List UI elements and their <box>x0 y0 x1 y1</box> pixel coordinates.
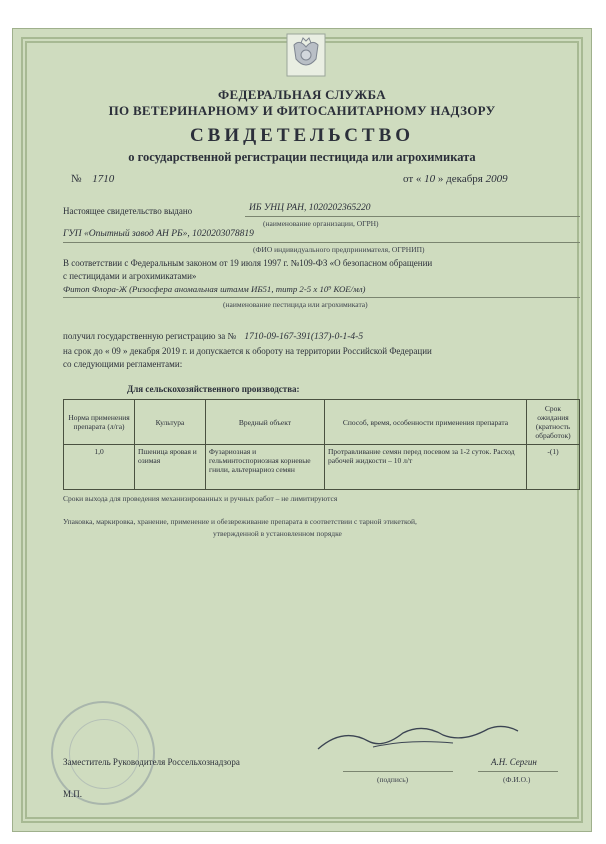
issued-value-2: ГУП «Опытный завод АН РБ», 1020203078819 <box>63 229 254 239</box>
header-method: Способ, время, особенности применения препарата <box>325 400 527 445</box>
regulations-table <box>63 399 580 490</box>
document-title: СВИДЕТЕЛЬСТВО <box>189 125 415 146</box>
registration-prefix: получил государственную регистрацию за № <box>63 331 237 341</box>
signer-position: Заместитель Руководителя Россельхознадзора <box>63 757 240 767</box>
note-2: Упаковка, маркировка, хранение, применение и обезвреживание препарата в соответствии с тарной этикеткой, <box>63 517 417 526</box>
cell-pest: Фузариозная и гельминтоспориозная корневые гнили, альтернариоз семян <box>206 445 325 490</box>
stamp-place-label: М.П. <box>63 789 83 799</box>
date-day: 10 <box>424 173 436 185</box>
date-prefix: от « <box>403 173 422 185</box>
issued-value: ИБ УНЦ РАН, 1020202365220 <box>249 203 371 213</box>
header-rate: Норма применения препарата (л/га) <box>64 400 135 445</box>
agency-name-line1: ФЕДЕРАЛЬНАЯ СЛУЖБА <box>218 87 386 102</box>
law-line1: В соответствии с Федеральным законом от 19 июля 1997 г. №109-ФЗ «О безопасном обращении <box>63 258 433 268</box>
agency-name-line2: ПО ВЕТЕРИНАРНОМУ И ФИТОСАНИТАРНОМУ НАДЗОРУ <box>108 103 496 118</box>
product-name: Фитоп Флора-Ж (Ризосфера аномальная штамм ИБ51, титр 2-5 х 10⁹ КОЕ/мл) <box>63 284 366 294</box>
law-line2: с пестицидами и агрохимикатами» <box>63 271 197 281</box>
cell-rate: 1,0 <box>64 445 135 490</box>
date-month: » декабря <box>437 173 483 185</box>
certificate-number <box>71 173 114 185</box>
note-3: утвержденной в установленном порядке <box>213 529 342 538</box>
date-year: 2009 <box>485 173 508 185</box>
coat-of-arms-emblem <box>286 33 326 77</box>
registration-line1 <box>63 331 363 342</box>
registration-number: 1710-09-167-391(137)-0-1-4-5 <box>244 332 364 342</box>
cell-waiting: -(1) <box>527 445 580 490</box>
registration-line3: со следующими регламентами: <box>63 359 183 369</box>
header-crop: Культура <box>135 400 206 445</box>
certificate-sheet <box>12 28 592 832</box>
product-caption: (наименование пестицида или агрохимиката) <box>223 300 368 309</box>
document-subtitle: о государственной регистрации пестицида или агрохимиката <box>128 150 476 164</box>
issued-caption-2: (ФИО индивидуального предпринимателя, ОГРНИП) <box>253 245 425 254</box>
table-header-row <box>64 400 580 445</box>
table-row <box>64 445 580 490</box>
table-caption: Для сельскохозяйственного производства: <box>127 384 300 394</box>
issued-caption: (наименование организации, ОГРН) <box>263 219 379 228</box>
cell-crop: Пшеница яровая и озимая <box>135 445 206 490</box>
header-pest: Вредный объект <box>206 400 325 445</box>
handwritten-signature <box>313 719 523 759</box>
certificate-date <box>403 173 508 185</box>
cell-method: Протравливание семян перед посевом за 1-2 суток. Расход рабочей жидкости – 10 л/т <box>325 445 527 490</box>
note-1: Сроки выхода для проведения механизированных и ручных работ – не лимитируются <box>63 494 338 503</box>
header-waiting: Срок ожидания (кратность обработок) <box>527 400 580 445</box>
number-value: 1710 <box>92 173 115 185</box>
name-caption: (Ф.И.О.) <box>503 775 531 784</box>
number-label: № <box>71 173 82 185</box>
signature-caption: (подпись) <box>377 775 409 784</box>
registration-line2: на срок до « 09 » декабря 2019 г. и допускается к обороту на территории Российской Федерации <box>63 346 432 356</box>
signer-name: А.Н. Сергин <box>491 757 537 767</box>
issued-label: Настоящее свидетельство выдано <box>63 206 193 216</box>
